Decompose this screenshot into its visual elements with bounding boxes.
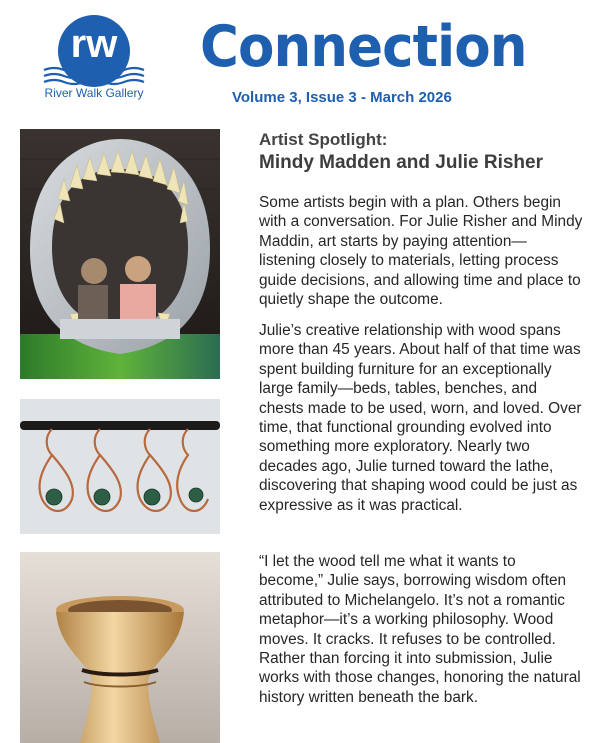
- artist-spotlight-article: [259, 129, 583, 706]
- waves-icon: [40, 66, 148, 86]
- newsletter-title: Connection: [200, 14, 527, 80]
- article-kicker: Artist Spotlight:: [259, 130, 388, 149]
- wood-vase-photo: [20, 552, 220, 743]
- shark-jaw-photo: [20, 129, 220, 379]
- article-paragraph: Some artists begin with a plan. Others begin with a conversation. For Julie Risher and Mindy Maddin, art starts by paying attention—listening closely to materials, letting process guide decisions, and allowing time and place to quietly shape the outcome.: [259, 194, 583, 309]
- article-paragraph: “I let the wood tell me what it wants to become,” Julie says, borrowing wisdom often attributed to Michelangelo. It’s not a romantic metaphor—it’s a working philosophy. Wood moves. It cracks. It refuses to be controlled. Rather than forcing it into submission, Julie works with those changes, honoring the natural history written beneath the bark.: [259, 553, 581, 706]
- article-headline: Mindy Madden and Julie Risher: [259, 152, 543, 173]
- gallery-logo: [40, 14, 148, 106]
- logo-monogram: rw: [70, 22, 118, 66]
- earrings-photo: [20, 399, 220, 534]
- issue-line: Volume 3, Issue 3 - March 2026: [232, 89, 452, 106]
- article-paragraph: Julie’s creative relationship with wood spans more than 45 years. About half of that time was spent building furniture for an exceptionally large family—beds, tables, benches, and chests made to be used, worn, and loved. Over time, that functional grounding evolved into something more exploratory. Nearly two decades ago, Julie turned toward the lathe, discovering that shaping wood could be just as expressive as it was practical.: [259, 322, 582, 514]
- logo-caption: River Walk Gallery: [44, 86, 144, 100]
